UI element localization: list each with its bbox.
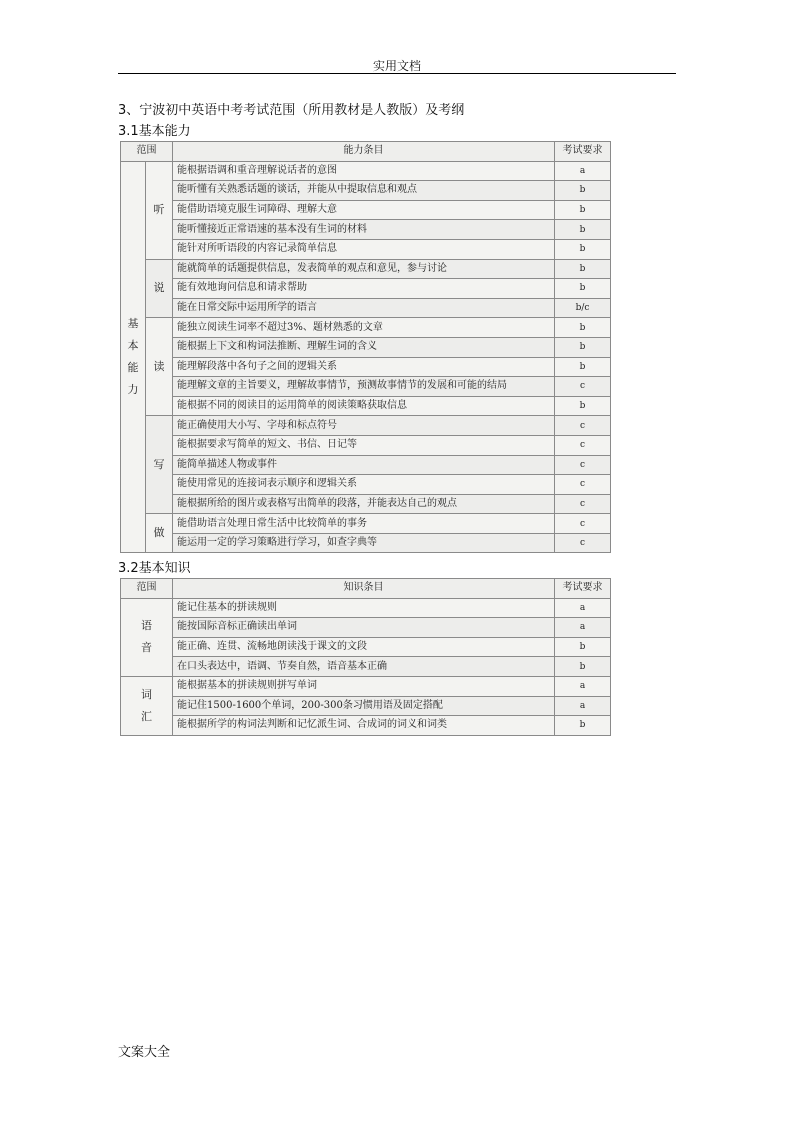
section-title: 3、宁波初中英语中考考试范围（所用教材是人教版）及考纲 xyxy=(118,103,465,118)
ability-item-cell: 能运用一定的学习策略进行学习，如查字典等 xyxy=(173,533,555,553)
abilities-header-range: 范围 xyxy=(121,142,173,162)
knowledge-req-cell: a xyxy=(555,696,611,716)
abilities-table xyxy=(120,141,611,553)
ability-row xyxy=(121,200,611,220)
ability-row xyxy=(121,318,611,338)
ability-skill-cell: 读 xyxy=(146,318,173,416)
ability-item-cell: 能独立阅读生词率不超过3%、题材熟悉的文章 xyxy=(173,318,555,338)
ability-item-cell: 能正确使用大小写、字母和标点符号 xyxy=(173,416,555,436)
ability-row xyxy=(121,259,611,279)
ability-item-cell: 能根据上下文和构词法推断、理解生词的含义 xyxy=(173,337,555,357)
ability-item-cell: 能就简单的话题提供信息，发表简单的观点和意见，参与讨论 xyxy=(173,259,555,279)
knowledge-item-cell: 能按国际音标正确读出单词 xyxy=(173,618,555,638)
knowledge-table xyxy=(120,578,611,736)
knowledge-body xyxy=(121,598,611,735)
ability-row xyxy=(121,475,611,495)
abilities-header-req: 考试要求 xyxy=(555,142,611,162)
knowledge-item-cell: 能根据基本的拼读规则拼写单词 xyxy=(173,676,555,696)
knowledge-row xyxy=(121,716,611,736)
knowledge-item-cell: 能根据所学的构词法判断和记忆派生词、合成词的词义和词类 xyxy=(173,716,555,736)
page-header: 实用文档 xyxy=(372,59,421,73)
ability-req-cell: b xyxy=(555,181,611,201)
knowledge-row xyxy=(121,696,611,716)
header-rule xyxy=(118,73,676,74)
ability-item-cell: 能根据所给的图片或表格写出简单的段落，并能表达自己的观点 xyxy=(173,494,555,514)
abilities-header-row xyxy=(121,142,611,162)
knowledge-req-cell: b xyxy=(555,637,611,657)
knowledge-category-cell: 语 音 xyxy=(121,598,173,676)
knowledge-row xyxy=(121,618,611,638)
ability-item-cell: 能针对所听语段的内容记录简单信息 xyxy=(173,239,555,259)
ability-req-cell: b xyxy=(555,259,611,279)
ability-item-cell: 能根据语调和重音理解说话者的意图 xyxy=(173,161,555,181)
ability-row xyxy=(121,416,611,436)
ability-req-cell: b xyxy=(555,337,611,357)
ability-req-cell: a xyxy=(555,161,611,181)
knowledge-header-item: 知识条目 xyxy=(173,579,555,599)
ability-item-cell: 能听懂有关熟悉话题的谈话，并能从中提取信息和观点 xyxy=(173,181,555,201)
ability-row xyxy=(121,161,611,181)
ability-row xyxy=(121,396,611,416)
knowledge-req-cell: b xyxy=(555,716,611,736)
ability-req-cell: b xyxy=(555,279,611,299)
ability-item-cell: 能在日常交际中运用所学的语言 xyxy=(173,298,555,318)
ability-row xyxy=(121,377,611,397)
ability-req-cell: c xyxy=(555,455,611,475)
ability-req-cell: b/c xyxy=(555,298,611,318)
abilities-body xyxy=(121,161,611,553)
knowledge-item-cell: 能记住1500-1600个单词，200-300条习惯用语及固定搭配 xyxy=(173,696,555,716)
knowledge-header-range: 范围 xyxy=(121,579,173,599)
knowledge-row xyxy=(121,598,611,618)
ability-req-cell: b xyxy=(555,200,611,220)
ability-row xyxy=(121,494,611,514)
ability-req-cell: c xyxy=(555,494,611,514)
knowledge-item-cell: 能记住基本的拼读规则 xyxy=(173,598,555,618)
ability-skill-cell: 说 xyxy=(146,259,173,318)
ability-row xyxy=(121,357,611,377)
ability-row xyxy=(121,279,611,299)
knowledge-row xyxy=(121,637,611,657)
ability-req-cell: c xyxy=(555,416,611,436)
ability-item-cell: 能根据不同的阅读目的运用简单的阅读策略获取信息 xyxy=(173,396,555,416)
ability-req-cell: b xyxy=(555,318,611,338)
ability-req-cell: b xyxy=(555,239,611,259)
knowledge-req-cell: a xyxy=(555,618,611,638)
ability-item-cell: 能理解文章的主旨要义，理解故事情节，预测故事情节的发展和可能的结局 xyxy=(173,377,555,397)
ability-row xyxy=(121,298,611,318)
abilities-title: 3.1基本能力 xyxy=(118,124,191,139)
ability-item-cell: 能使用常见的连接词表示顺序和逻辑关系 xyxy=(173,475,555,495)
knowledge-title: 3.2基本知识 xyxy=(118,561,191,576)
ability-req-cell: c xyxy=(555,377,611,397)
ability-req-cell: b xyxy=(555,396,611,416)
ability-row xyxy=(121,220,611,240)
knowledge-req-cell: b xyxy=(555,657,611,677)
ability-item-cell: 能有效地询问信息和请求帮助 xyxy=(173,279,555,299)
abilities-header-item: 能力条目 xyxy=(173,142,555,162)
ability-row xyxy=(121,337,611,357)
knowledge-req-cell: a xyxy=(555,676,611,696)
ability-row xyxy=(121,239,611,259)
knowledge-header-row xyxy=(121,579,611,599)
ability-row xyxy=(121,181,611,201)
knowledge-item-cell: 在口头表达中，语调、节奏自然，语音基本正确 xyxy=(173,657,555,677)
ability-item-cell: 能简单描述人物或事件 xyxy=(173,455,555,475)
knowledge-row xyxy=(121,676,611,696)
ability-req-cell: b xyxy=(555,357,611,377)
ability-item-cell: 能根据要求写简单的短文、书信、日记等 xyxy=(173,435,555,455)
ability-req-cell: c xyxy=(555,533,611,553)
ability-req-cell: b xyxy=(555,220,611,240)
ability-category-cell: 基 本 能 力 xyxy=(121,161,146,553)
ability-skill-cell: 写 xyxy=(146,416,173,514)
ability-req-cell: c xyxy=(555,514,611,534)
ability-item-cell: 能理解段落中各句子之间的逻辑关系 xyxy=(173,357,555,377)
ability-row xyxy=(121,514,611,534)
ability-skill-cell: 听 xyxy=(146,161,173,259)
knowledge-category-cell: 词 汇 xyxy=(121,676,173,735)
ability-row xyxy=(121,533,611,553)
ability-skill-cell: 做 xyxy=(146,514,173,553)
page-footer: 文案大全 xyxy=(118,1045,171,1060)
ability-row xyxy=(121,455,611,475)
knowledge-row xyxy=(121,657,611,677)
ability-req-cell: c xyxy=(555,475,611,495)
knowledge-req-cell: a xyxy=(555,598,611,618)
knowledge-item-cell: 能正确、连贯、流畅地朗读浅于课文的文段 xyxy=(173,637,555,657)
ability-row xyxy=(121,435,611,455)
knowledge-header-req: 考试要求 xyxy=(555,579,611,599)
ability-item-cell: 能听懂接近正常语速的基本没有生词的材料 xyxy=(173,220,555,240)
ability-req-cell: c xyxy=(555,435,611,455)
ability-item-cell: 能借助语言处理日常生活中比较简单的事务 xyxy=(173,514,555,534)
ability-item-cell: 能借助语境克服生词障碍、理解大意 xyxy=(173,200,555,220)
